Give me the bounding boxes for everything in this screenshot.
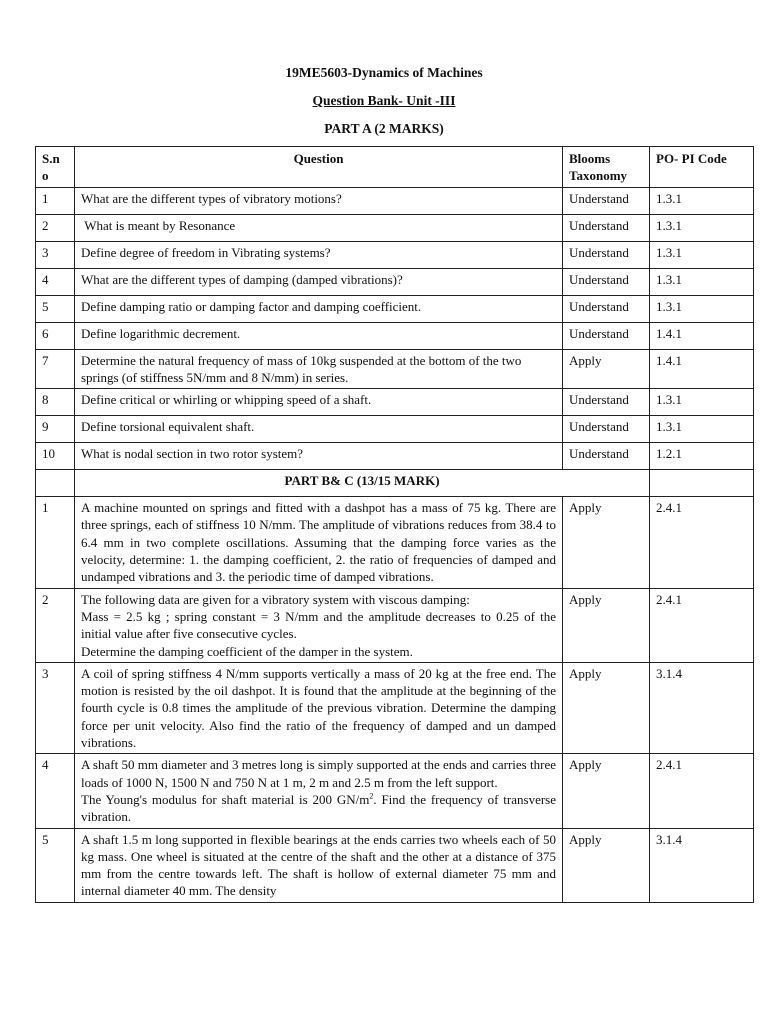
table-row bbox=[36, 828, 754, 902]
row-question: A coil of spring stiffness 4 N/mm supports vertically a mass of 20 kg at the free end. The motion is resisted by the oil dashpot. It is found that the amplitude at the beginning of the fourth cycle is 0.8 times the amplitude of the previous vibration. Determine the damping force per unit velocity. Also find the ratio of the frequency of damped and un damped vibrations. bbox=[75, 662, 563, 753]
question-line: A shaft 50 mm diameter and 3 metres long is simply supported at the ends and carries three loads of 1000 N, 1500 N and 750 N at 1 m, 2 m and 2.5 m from the left support. bbox=[81, 757, 556, 790]
row-sno: 2 bbox=[36, 214, 75, 241]
row-blooms: Apply bbox=[563, 349, 650, 389]
row-question: What are the different types of vibratory motions? bbox=[75, 187, 563, 214]
row-blooms: Understand bbox=[563, 322, 650, 349]
question-line bbox=[81, 791, 556, 826]
row-sno: 10 bbox=[36, 443, 75, 470]
row-question bbox=[75, 588, 563, 662]
row-question: Define critical or whirling or whipping speed of a shaft. bbox=[75, 389, 563, 416]
row-question: Determine the natural frequency of mass of 10kg suspended at the bottom of the two springs (of stiffness 5N/mm and 8 N/mm) in series. bbox=[75, 349, 563, 389]
row-po: 1.3.1 bbox=[650, 241, 754, 268]
row-sno: 6 bbox=[36, 322, 75, 349]
table-row bbox=[36, 443, 754, 470]
header-sno: S.n o bbox=[36, 147, 75, 188]
part-bc-heading: PART B& C (13/15 MARK) bbox=[75, 470, 650, 497]
row-blooms: Apply bbox=[563, 497, 650, 588]
row-po: 1.2.1 bbox=[650, 443, 754, 470]
row-sno: 3 bbox=[36, 662, 75, 753]
row-po: 2.4.1 bbox=[650, 754, 754, 828]
row-sno: 2 bbox=[36, 588, 75, 662]
question-text: . Find the frequency of transverse vibration. bbox=[81, 791, 556, 825]
table-row bbox=[36, 349, 754, 389]
superscript: 2 bbox=[369, 791, 374, 801]
row-blooms: Understand bbox=[563, 389, 650, 416]
row-sno: 9 bbox=[36, 416, 75, 443]
row-blooms: Understand bbox=[563, 295, 650, 322]
row-sno: 4 bbox=[36, 268, 75, 295]
question-text: The Young's modulus for shaft material is 200 GN/m bbox=[81, 791, 370, 807]
row-sno: 3 bbox=[36, 241, 75, 268]
row-po: 2.4.1 bbox=[650, 588, 754, 662]
section-blank-cell bbox=[36, 470, 75, 497]
table-header-row bbox=[36, 147, 754, 188]
row-blooms: Understand bbox=[563, 443, 650, 470]
row-question: Define torsional equivalent shaft. bbox=[75, 416, 563, 443]
row-po: 1.3.1 bbox=[650, 187, 754, 214]
table-row bbox=[36, 322, 754, 349]
row-sno: 8 bbox=[36, 389, 75, 416]
row-po: 1.3.1 bbox=[650, 416, 754, 443]
row-sno: 1 bbox=[36, 497, 75, 588]
row-po: 1.3.1 bbox=[650, 214, 754, 241]
row-sno: 4 bbox=[36, 754, 75, 828]
question-line: The following data are given for a vibratory system with viscous damping: bbox=[81, 591, 470, 607]
row-sno: 7 bbox=[36, 349, 75, 389]
row-po: 3.1.4 bbox=[650, 662, 754, 753]
table-row bbox=[36, 497, 754, 588]
row-po: 1.4.1 bbox=[650, 322, 754, 349]
row-question bbox=[75, 754, 563, 828]
header-po: PO- PI Code bbox=[650, 147, 754, 188]
row-po: 2.4.1 bbox=[650, 497, 754, 588]
row-po: 3.1.4 bbox=[650, 828, 754, 902]
table-row bbox=[36, 416, 754, 443]
row-po: 1.3.1 bbox=[650, 389, 754, 416]
table-row bbox=[36, 588, 754, 662]
row-blooms: Apply bbox=[563, 828, 650, 902]
table-row bbox=[36, 295, 754, 322]
row-blooms: Understand bbox=[563, 214, 650, 241]
row-question: What are the different types of damping (damped vibrations)? bbox=[75, 268, 563, 295]
row-question: What is meant by Resonance bbox=[75, 214, 563, 241]
row-po: 1.3.1 bbox=[650, 295, 754, 322]
row-sno: 5 bbox=[36, 828, 75, 902]
row-blooms: Apply bbox=[563, 588, 650, 662]
table-row bbox=[36, 268, 754, 295]
table-row bbox=[36, 662, 754, 753]
row-blooms: Understand bbox=[563, 187, 650, 214]
row-blooms: Apply bbox=[563, 754, 650, 828]
part-a-heading: PART A (2 MARKS) bbox=[324, 121, 444, 136]
header-blooms: Blooms Taxonomy bbox=[563, 147, 650, 188]
question-line: Mass = 2.5 kg ; spring constant = 3 N/mm and the amplitude decreases to 0.25 of the initial value after five consecutive cycles. bbox=[81, 608, 556, 642]
table-row bbox=[36, 389, 754, 416]
document-subtitle: Question Bank- Unit -III bbox=[312, 93, 456, 108]
row-blooms: Understand bbox=[563, 416, 650, 443]
row-blooms: Understand bbox=[563, 268, 650, 295]
table-row bbox=[36, 754, 754, 828]
row-question: Define damping ratio or damping factor and damping coefficient. bbox=[75, 295, 563, 322]
question-line: Determine the damping coefficient of the damper in the system. bbox=[81, 643, 413, 659]
row-question: Define logarithmic decrement. bbox=[75, 322, 563, 349]
row-question: What is nodal section in two rotor system? bbox=[75, 443, 563, 470]
row-po: 1.4.1 bbox=[650, 349, 754, 389]
question-bank-table bbox=[35, 146, 754, 903]
table-row bbox=[36, 214, 754, 241]
row-question: Define degree of freedom in Vibrating systems? bbox=[75, 241, 563, 268]
row-po: 1.3.1 bbox=[650, 268, 754, 295]
row-question: A machine mounted on springs and fitted with a dashpot has a mass of 75 kg. There are three springs, each of stiffness 10 N/mm. The amplitude of vibrations reduces from 38.4 to 6.4 mm in two complete oscillations. Assuming that the damping force varies as the velocity, determine: 1. the damping coefficient, 2. the ratio of frequencies of damped and undamped vibrations and 3. the periodic time of damped vibrations. bbox=[75, 497, 563, 588]
document-title: 19ME5603-Dynamics of Machines bbox=[285, 65, 483, 80]
row-blooms: Apply bbox=[563, 662, 650, 753]
row-blooms: Understand bbox=[563, 241, 650, 268]
row-sno: 5 bbox=[36, 295, 75, 322]
table-row bbox=[36, 187, 754, 214]
table-row bbox=[36, 241, 754, 268]
row-sno: 1 bbox=[36, 187, 75, 214]
header-question: Question bbox=[75, 147, 563, 188]
section-blank-cell bbox=[650, 470, 754, 497]
section-row bbox=[36, 470, 754, 497]
row-question: A shaft 1.5 m long supported in flexible bearings at the ends carries two wheels each of 50 kg mass. One wheel is situated at the centre of the shaft and the other at a distance of 375 mm from the centre towards left. The shaft is hollow of external diameter 75 mm and internal diameter 40 mm. The density bbox=[75, 828, 563, 902]
